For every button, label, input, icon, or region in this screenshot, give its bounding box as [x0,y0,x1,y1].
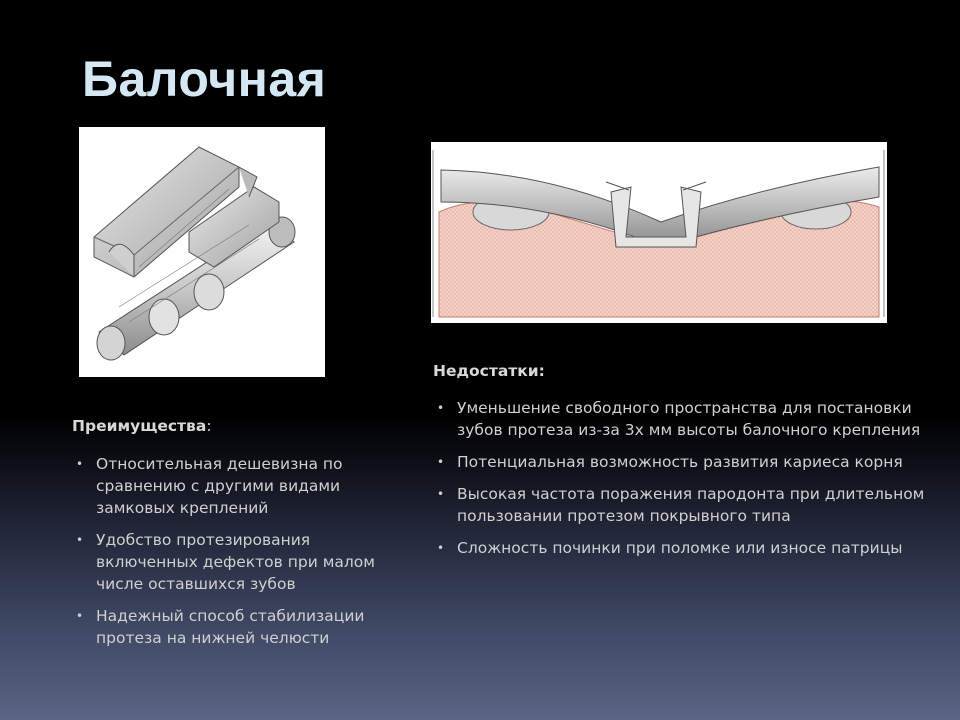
advantages-heading [72,417,212,435]
bar-attachment-illustration [79,127,325,377]
bullet-icon: • [437,401,445,415]
disadvantages-item-text: Уменьшение свободного пространства для постановки зубов протеза из-за 3х мм высоты балочного крепления [457,399,921,439]
advantages-item-text: Относительная дешевизна по сравнению с другими видами замковых креплений [96,455,343,517]
disadvantages-list [433,397,955,569]
disadvantages-item-text: Потенциальная возможность развития кариеса корня [457,453,903,471]
advantages-list-item [72,605,402,649]
bullet-icon: • [76,533,84,547]
bullet-icon: • [437,455,445,469]
disadvantages-list-item [433,451,955,473]
disadvantages-list-item [433,537,955,559]
disadvantages-item-text: Высокая частота поражения пародонта при длительном пользовании протезом покрывного типа [457,485,925,525]
bullet-icon: • [76,609,84,623]
advantages-heading-colon: : [206,417,212,435]
advantages-list-item [72,453,402,519]
bullet-icon: • [76,457,84,471]
advantages-heading-text: Преимущества [72,417,207,435]
disadvantages-item-text: Сложность починки при поломке или износе патрицы [457,539,903,557]
disadvantages-heading: Недостатки: [433,362,545,380]
disadvantages-list-item [433,397,955,441]
advantages-list-item [72,529,402,595]
bullet-icon: • [437,541,445,555]
advantages-item-text: Удобство протезирования включенных дефектов при малом числе оставшихся зубов [96,531,375,593]
advantages-item-text: Надежный способ стабилизации протеза на нижней челюсти [96,607,365,647]
bullet-icon: • [437,487,445,501]
bar-on-gum-illustration [431,142,887,323]
advantages-list [72,453,402,659]
disadvantages-list-item [433,483,955,527]
slide-title: Балочная [82,51,327,107]
